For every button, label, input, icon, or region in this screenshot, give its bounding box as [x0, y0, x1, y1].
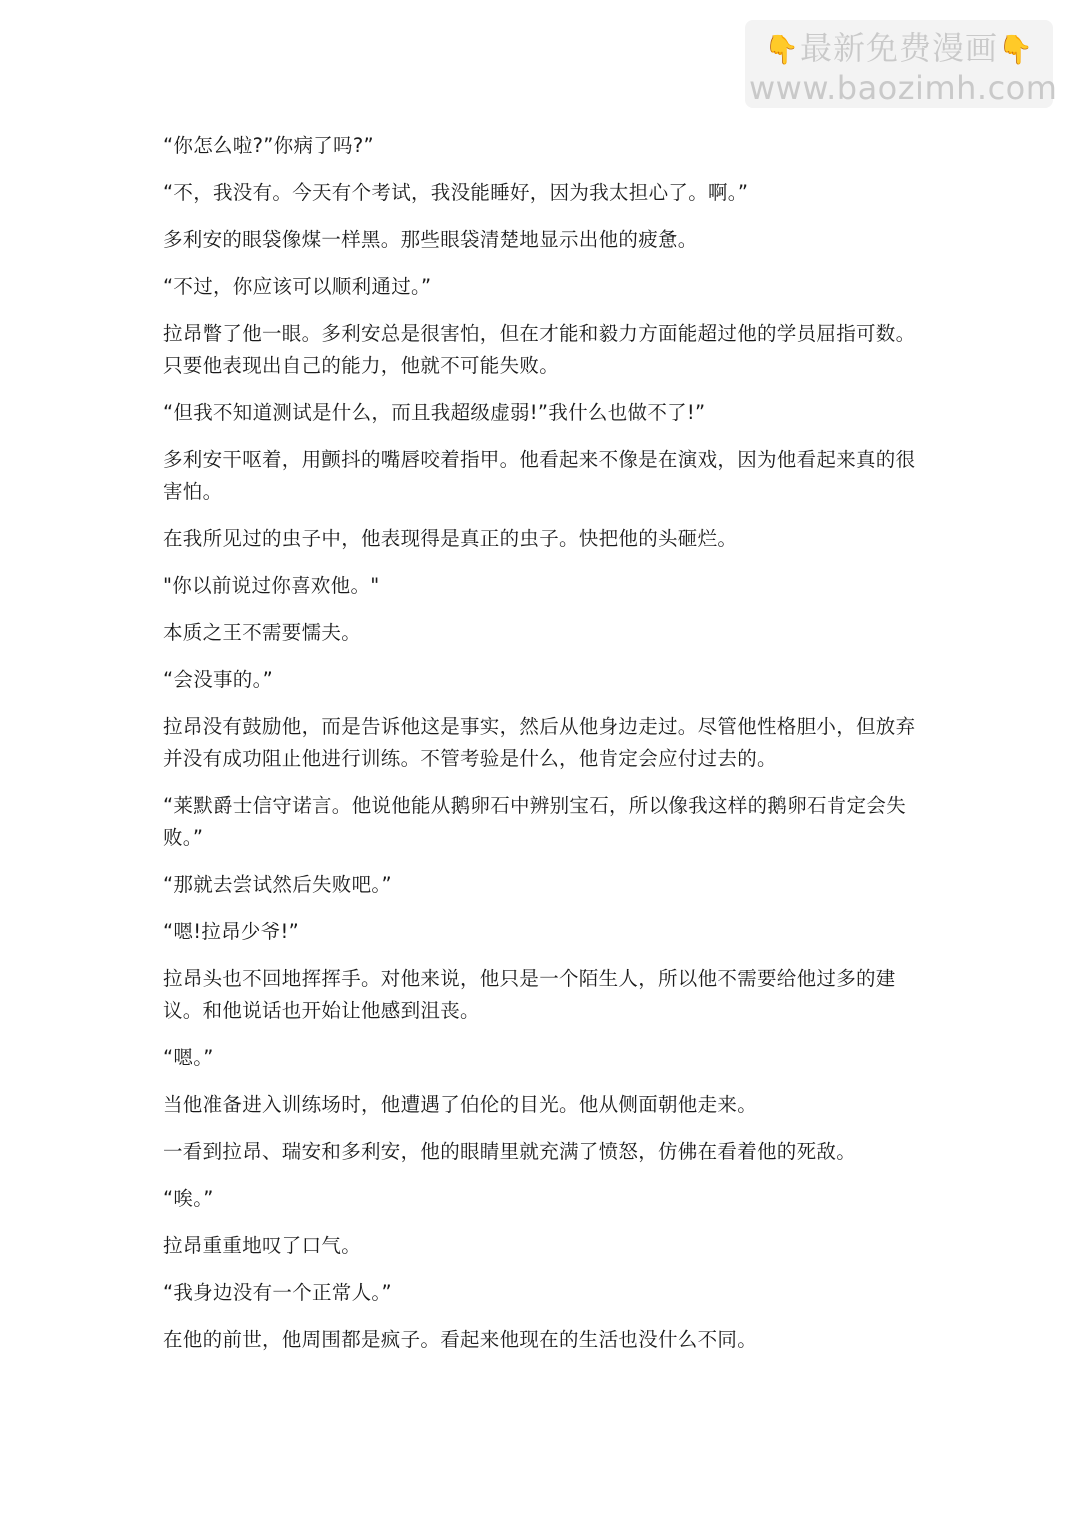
paragraph: 拉昂重重地叹了口气。	[163, 1234, 362, 1257]
paragraph: 本质之王不需要懦夫。	[163, 621, 362, 644]
paragraph: “会没事的。”	[163, 668, 274, 691]
paragraph: 拉昂没有鼓励他，而是告诉他这是事实，然后从他身边走过。尽管他性格胆小，但放弃并没有成功阻止他进行训练。不管考验是什么，他肯定会应付过去的。	[163, 715, 916, 770]
paragraph: “嗯。”	[163, 1046, 214, 1069]
paragraph: 在我所见过的虫子中，他表现得是真正的虫子。快把他的头砸烂。	[163, 527, 738, 550]
article-body	[163, 130, 923, 1371]
paragraph: 一看到拉昂、瑞安和多利安，他的眼睛里就充满了愤怒，仿佛在看着他的死敌。	[163, 1140, 857, 1163]
paragraph: “唉。”	[163, 1187, 214, 1210]
paragraph: 多利安干呕着，用颤抖的嘴唇咬着指甲。他看起来不像是在演戏，因为他看起来真的很害怕。	[163, 448, 916, 503]
watermark-title	[749, 28, 1049, 70]
paragraph: 当他准备进入训练场时，他遭遇了伯伦的目光。他从侧面朝他走来。	[163, 1093, 758, 1116]
paragraph: “不，我没有。今天有个考试，我没能睡好，因为我太担心了。啊。”	[163, 181, 749, 204]
paragraph: 拉昂头也不回地挥挥手。对他来说，他只是一个陌生人，所以他不需要给他过多的建议。和他说话也开始让他感到沮丧。	[163, 967, 896, 1022]
paragraph: “嗯!拉昂少爷!”	[163, 920, 300, 943]
paragraph: “不过，你应该可以顺利通过。”	[163, 275, 432, 298]
pointing-down-icon: 👇	[764, 33, 800, 66]
watermark-url: www.baozimh.com	[749, 69, 1058, 107]
paragraph: 拉昂瞥了他一眼。多利安总是很害怕，但在才能和毅力方面能超过他的学员屈指可数。只要他表现出自己的能力，他就不可能失败。	[163, 322, 916, 377]
paragraph: 在他的前世，他周围都是疯子。看起来他现在的生活也没什么不同。	[163, 1328, 758, 1351]
watermark-title-text: 最新免费漫画	[799, 29, 998, 67]
paragraph: "你以前说过你喜欢他。"	[163, 574, 380, 597]
paragraph: “你怎么啦?”你病了吗?”	[163, 134, 374, 157]
paragraph: 多利安的眼袋像煤一样黑。那些眼袋清楚地显示出他的疲惫。	[163, 228, 698, 251]
paragraph: “那就去尝试然后失败吧。”	[163, 873, 392, 896]
paragraph: “我身边没有一个正常人。”	[163, 1281, 392, 1304]
paragraph: “莱默爵士信守诺言。他说他能从鹅卵石中辨别宝石，所以像我这样的鹅卵石肯定会失败。”	[163, 794, 907, 849]
watermark-banner	[745, 20, 1058, 108]
paragraph: “但我不知道测试是什么，而且我超级虚弱!”我什么也做不了!”	[163, 401, 706, 424]
pointing-down-icon: 👇	[998, 33, 1034, 66]
